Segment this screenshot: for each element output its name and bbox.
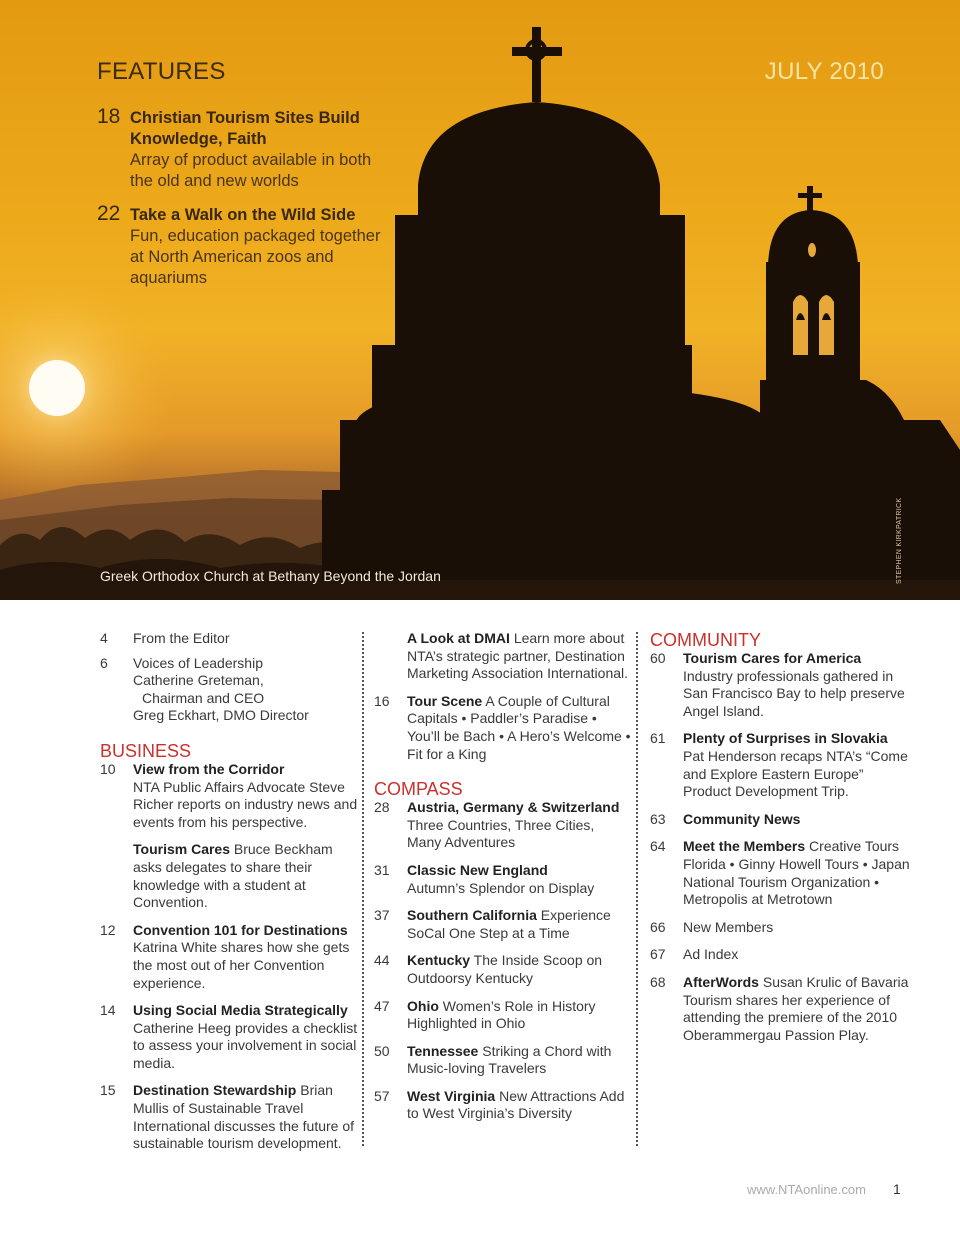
photo-caption: Greek Orthodox Church at Bethany Beyond the Jordan	[100, 568, 441, 584]
entry-description: A Couple of Cultural Capitals • Paddler’s Paradise • You’ll be Bach • A Hero’s Welcome • Fit for a King	[407, 692, 631, 762]
page-number: 67	[650, 946, 666, 963]
entry-description: Striking a Chord with Music-loving Travelers	[407, 1042, 612, 1077]
page-number: 57	[374, 1087, 390, 1104]
entry-title: Austria, Germany & Switzerland	[407, 799, 620, 816]
toc-column-1	[100, 630, 358, 1153]
toc-entry[interactable]	[650, 838, 910, 908]
toc-entry[interactable]	[374, 952, 632, 987]
toc-entry[interactable]	[100, 841, 358, 911]
section-title: FEATURES	[97, 58, 226, 85]
entry-description: NTA Public Affairs Advocate Steve Richer reports on industry news and events from his perspective.	[133, 778, 358, 830]
toc-entry[interactable]	[374, 1043, 632, 1078]
toc-entry[interactable]	[100, 630, 358, 648]
page-number: 66	[650, 918, 666, 935]
page-number: 1	[893, 1181, 901, 1197]
toc-entry[interactable]	[650, 650, 910, 720]
toc-entry[interactable]	[650, 974, 910, 1044]
toc-entry[interactable]	[374, 998, 632, 1033]
page-number: 31	[374, 861, 390, 878]
page-number: 50	[374, 1042, 390, 1059]
page-number: 10	[100, 760, 116, 777]
entry-description: Three Countries, Three Cities, Many Adventures	[407, 816, 595, 851]
section-heading-community: COMMUNITY	[650, 630, 761, 650]
entry-description: Industry professionals gathered in San Francisco Bay to help preserve Angel Island.	[683, 667, 905, 719]
toc-entry[interactable]	[650, 946, 910, 964]
website-link[interactable]: www.NTAonline.com	[747, 1182, 866, 1197]
entry-title: Tourism Cares for America	[683, 650, 862, 666]
entry-title: Tennessee	[407, 1042, 479, 1059]
entry-title: Southern California	[407, 907, 537, 924]
church-silhouette-image	[0, 0, 960, 600]
entry-title: New Members	[683, 918, 774, 935]
entry-title: Meet the Members	[683, 838, 806, 855]
entry-description: Bruce Beckham asks delegates to share their knowledge with a student at Convention.	[133, 841, 333, 911]
toc-entry[interactable]	[374, 862, 632, 897]
entry-title: Community News	[683, 810, 801, 827]
entry-description: Learn more about NTA’s strategic partner, Destination Marketing Association International.	[407, 630, 629, 682]
entry-title: Tourism Cares	[133, 841, 230, 858]
issue-date: JULY 2010	[764, 58, 884, 85]
photo-credit: STEPHEN KIRKPATRICK	[896, 497, 903, 584]
entry-description: New Attractions Add to West Virginia’s Diversity	[407, 1087, 625, 1122]
entry-title: Tour Scene	[407, 692, 483, 709]
entry-title: View from the Corridor	[133, 760, 285, 777]
toc-entry[interactable]	[100, 1002, 358, 1072]
feature-description: Fun, education packaged together at North American zoos and aquariums	[130, 227, 381, 287]
entry-title: A Look at DMAI	[407, 630, 510, 646]
toc-column-3	[650, 630, 910, 1044]
page-number: 18	[97, 105, 121, 128]
entry-title: Ohio	[407, 997, 439, 1014]
entry-title: Destination Stewardship	[133, 1082, 297, 1099]
page-number: 15	[100, 1082, 116, 1099]
entry-description: Creative Tours Florida • Ginny Howell Tours • Japan National Tourism Organization • Metropolis at Metrotown	[683, 838, 910, 908]
entry-line: Chairman and CEO	[142, 689, 265, 706]
entry-title: Plenty of Surprises in Slovakia	[683, 730, 888, 747]
page-number: 12	[100, 921, 116, 938]
entry-title: West Virginia	[407, 1087, 496, 1104]
page-number: 16	[374, 692, 390, 709]
section-heading-business: BUSINESS	[100, 740, 192, 761]
entry-title: Using Social Media Strategically	[133, 1002, 348, 1019]
page-number: 37	[374, 907, 390, 924]
entry-title: Kentucky	[407, 952, 471, 969]
toc-entry[interactable]	[650, 919, 910, 937]
page-number: 61	[650, 730, 666, 747]
toc-entry[interactable]	[100, 1082, 358, 1152]
page-number: 4	[100, 630, 108, 646]
toc-entry[interactable]	[100, 655, 358, 725]
page-number: 14	[100, 1002, 116, 1019]
entry-line: Greg Eckhart, DMO Director	[133, 707, 309, 724]
feature-item[interactable]	[97, 105, 397, 192]
page-number: 68	[650, 973, 666, 990]
entry-description: Women’s Role in History Highlighted in Ohio	[407, 997, 596, 1032]
toc-entry[interactable]	[374, 907, 632, 942]
toc-entry[interactable]	[374, 693, 632, 763]
page-number: 60	[650, 650, 666, 666]
page-number: 28	[374, 799, 390, 816]
entry-description: Experience SoCal One Step at a Time	[407, 907, 611, 941]
page-number: 22	[97, 202, 121, 225]
toc-entry[interactable]	[374, 630, 632, 683]
section-heading-compass: COMPASS	[374, 779, 463, 800]
feature-title: Take a Walk on the Wild Side	[130, 206, 356, 224]
entry-description: Brian Mullis of Sustainable Travel International discusses the future of sustainable tourism development.	[133, 1082, 355, 1152]
toc-entry[interactable]	[100, 761, 358, 831]
toc-column-2	[374, 630, 632, 1123]
column-divider	[636, 632, 638, 1146]
entry-description: Pat Henderson recaps NTA’s “Come and Explore Eastern Europe” Product Development Trip.	[683, 747, 908, 800]
entry-description: Catherine Heeg provides a checklist to assess your involvement in social media.	[133, 1019, 358, 1071]
entry-line: Catherine Greteman,	[133, 672, 264, 689]
sun	[29, 360, 85, 416]
cover-photo	[0, 0, 960, 600]
feature-title: Christian Tourism Sites Build Knowledge, Faith	[130, 109, 360, 148]
entry-title: Convention 101 for Destinations	[133, 921, 348, 938]
page-number: 63	[650, 810, 666, 827]
page-number: 47	[374, 997, 390, 1014]
entry-title: AfterWords	[683, 973, 759, 990]
page-number: 44	[374, 952, 390, 969]
entry-description: The Inside Scoop on Outdoorsy Kentucky	[407, 952, 603, 986]
entry-title: Voices of Leadership	[133, 654, 263, 671]
feature-description: Array of product available in both the old and new worlds	[130, 151, 372, 190]
entry-description: Katrina White shares how she gets the most out of her Convention experience.	[133, 939, 350, 991]
feature-item[interactable]	[97, 202, 397, 289]
entry-description: Autumn’s Splendor on Display	[407, 879, 595, 896]
toc-entry[interactable]	[650, 811, 910, 829]
column-divider	[362, 632, 364, 1146]
entry-title: Ad Index	[683, 946, 739, 963]
page-number: 6	[100, 654, 108, 671]
entry-title: Classic New England	[407, 861, 548, 878]
toc-entry[interactable]	[374, 799, 632, 852]
toc-entry[interactable]	[100, 922, 358, 992]
entry-description: Susan Krulic of Bavaria Tourism shares her experience of attending the premiere of the 2010 Oberammergau Passion Play.	[683, 973, 909, 1043]
toc-entry[interactable]	[650, 730, 910, 800]
page-number: 64	[650, 838, 666, 855]
entry-title: From the Editor	[133, 630, 230, 646]
toc-entry[interactable]	[374, 1088, 632, 1123]
